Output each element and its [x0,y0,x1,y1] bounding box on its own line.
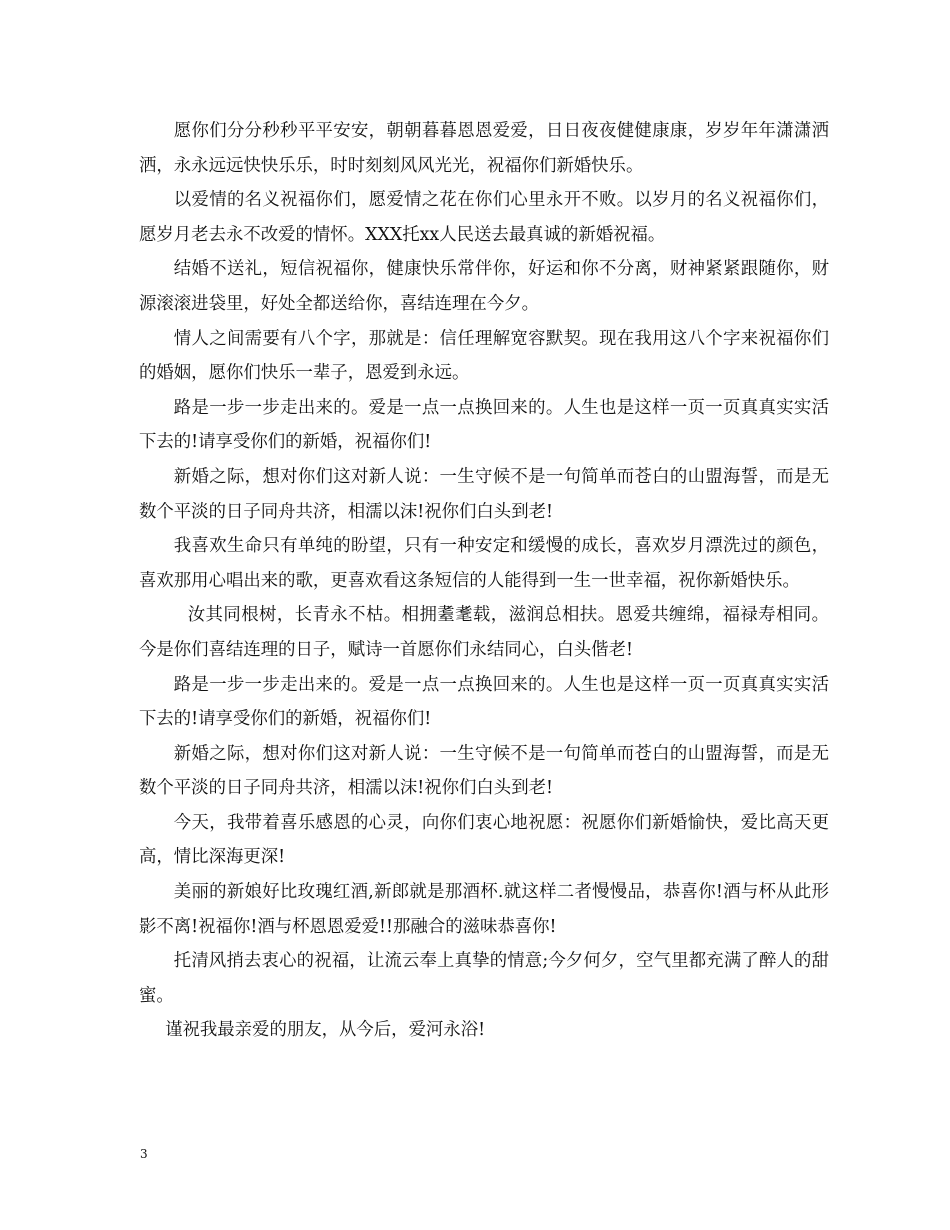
paragraph-11: 今天，我带着喜乐感恩的心灵，向你们衷心地祝愿：祝愿你们新婚愉快，爱比高天更高，情比深海更深! [139,812,829,868]
paragraph-1: 愿你们分分秒秒平平安安，朝朝暮暮恩恩爱爱，日日夜夜健健康康，岁岁年年潇潇洒洒，永永远远快快乐乐，时时刻刻风风光光，祝福你们新婚快乐。 [139,121,829,176]
paragraph-6: 新婚之际，想对你们这对新人说：一生守候不是一句简单而苍白的山盟海誓，而是无数个平淡的日子同舟共济，相濡以沫!祝你们白头到老! [139,466,829,522]
paragraph-14: 谨祝我最亲爱的朋友，从今后，爱河永浴! [165,1020,486,1041]
paragraph-13: 托清风捎去衷心的祝福，让流云奉上真挚的情意;今夕何夕，空气里都充满了醉人的甜蜜。 [139,951,829,1006]
paragraph-4: 情人之间需要有八个字，那就是：信任理解宽容默契。现在我用这八个字来祝福你们的婚姻，愿你们快乐一辈子，恩爱到永远。 [139,328,829,384]
paragraph-8: 汝其同根树，长青永不枯。相拥耋耄载，滋润总相扶。恩爱共缠绵，福禄寿相同。今是你们喜结连理的日子，赋诗一首愿你们永结同心，白头偕老! [139,605,829,660]
paragraph-10: 新婚之际，想对你们这对新人说：一生守候不是一句简单而苍白的山盟海誓，而是无数个平淡的日子同舟共济，相濡以沫!祝你们白头到老! [139,743,829,799]
paragraph-7: 我喜欢生命只有单纯的盼望，只有一种安定和缓慢的成长，喜欢岁月漂洗过的颜色，喜欢那用心唱出来的歌，更喜欢看这条短信的人能得到一生一世幸福，祝你新婚快乐。 [139,536,829,591]
paragraph-3: 结婚不送礼，短信祝福你，健康快乐常伴你，好运和你不分离，财神紧紧跟随你，财源滚滚进袋里，好处全都送给你，喜结连理在今夕。 [139,259,829,314]
page-number: 3 [140,1147,148,1161]
paragraph-2: 以爱情的名义祝福你们，愿爱情之花在你们心里永开不败。以岁月的名义祝福你们，愿岁月老去永不改爱的情怀。XXX托xx人民送去最真诚的新婚祝福。 [139,190,829,245]
paragraph-12: 美丽的新娘好比玫瑰红酒,新郎就是那酒杯.就这样二者慢慢品，恭喜你!酒与杯从此形影不离!祝福你!酒与杯恩恩爱爱!!那融合的滋味恭喜你! [139,882,829,937]
paragraph-9: 路是一步一步走出来的。爱是一点一点换回来的。人生也是这样一页一页真真实实活下去的!请享受你们的新婚，祝福你们! [139,674,829,730]
document-body [139,114,829,1048]
paragraph-5: 路是一步一步走出来的。爱是一点一点换回来的。人生也是这样一页一页真真实实活下去的!请享受你们的新婚，祝福你们! [139,397,829,453]
